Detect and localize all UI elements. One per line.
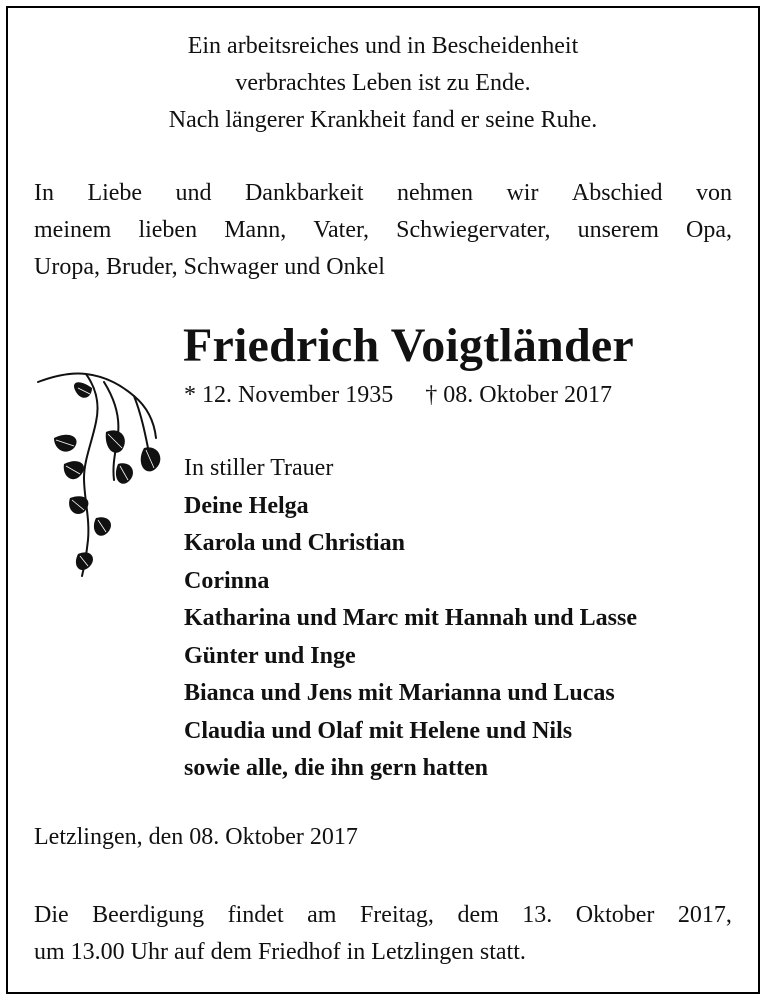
word: 2017, [677, 902, 732, 928]
word: In [34, 180, 54, 206]
word: Opa, [686, 217, 732, 243]
mourner-name: Günter und Inge [184, 642, 356, 669]
funeral-line [34, 897, 732, 934]
word: Schwiegervater, [396, 217, 551, 243]
mourner-name: Karola und Christian [184, 530, 405, 556]
motto [0, 28, 766, 139]
word: findet [227, 902, 284, 928]
motto-line: verbrachtes Leben ist zu Ende. [235, 70, 531, 96]
life-dates [184, 378, 612, 412]
motto-line: Ein arbeitsreiches und in Bescheidenheit [187, 33, 579, 59]
intro-line [34, 175, 732, 212]
word: nehmen [397, 180, 473, 206]
intro-text [34, 175, 732, 286]
word: Mann, [224, 217, 287, 243]
word: am [307, 902, 337, 928]
word: von [695, 180, 732, 206]
word: Beerdigung [92, 902, 205, 928]
mourner-name: Claudia und Olaf mit Helene und Nils [184, 717, 573, 744]
intro-line [34, 212, 732, 249]
word: Abschied [571, 180, 663, 206]
word: Oktober [575, 902, 655, 928]
intro-line: Uropa, Bruder, Schwager und Onkel [34, 254, 385, 280]
funeral-info [34, 897, 732, 971]
birth-date: * 12. November 1935 [184, 382, 394, 408]
motto-line: Nach längerer Krankheit fand er seine Ruhe. [168, 107, 598, 133]
word: Vater, [313, 217, 370, 243]
word: meinem [34, 217, 112, 243]
mourners-list [184, 450, 637, 788]
word: dem [457, 902, 499, 928]
mourner-name: sowie alle, die ihn gern hatten [184, 755, 488, 781]
birch-branch-icon [34, 368, 174, 583]
word: lieben [138, 217, 198, 243]
word: unserem [577, 217, 659, 243]
word: Dankbarkeit [244, 180, 364, 206]
word: und [175, 180, 212, 206]
word: 13. [522, 902, 553, 928]
mourners-heading: In stiller Trauer [184, 455, 334, 481]
funeral-line: um 13.00 Uhr auf dem Friedhof in Letzlingen statt. [34, 939, 526, 965]
mourner-name: Katharina und Marc mit Hannah und Lasse [184, 605, 637, 631]
word: Liebe [87, 180, 143, 206]
word: Die [34, 902, 69, 928]
death-date: † 08. Oktober 2017 [425, 382, 612, 408]
mourner-name: Corinna [184, 567, 270, 594]
mourner-name: Deine Helga [184, 492, 309, 519]
word: Freitag, [359, 902, 434, 928]
mourner-name: Bianca und Jens mit Marianna und Lucas [184, 680, 615, 706]
deceased-name: Friedrich Voigtländer [183, 319, 634, 372]
word: wir [506, 180, 539, 206]
place-date: Letzlingen, den 08. Oktober 2017 [34, 824, 358, 850]
